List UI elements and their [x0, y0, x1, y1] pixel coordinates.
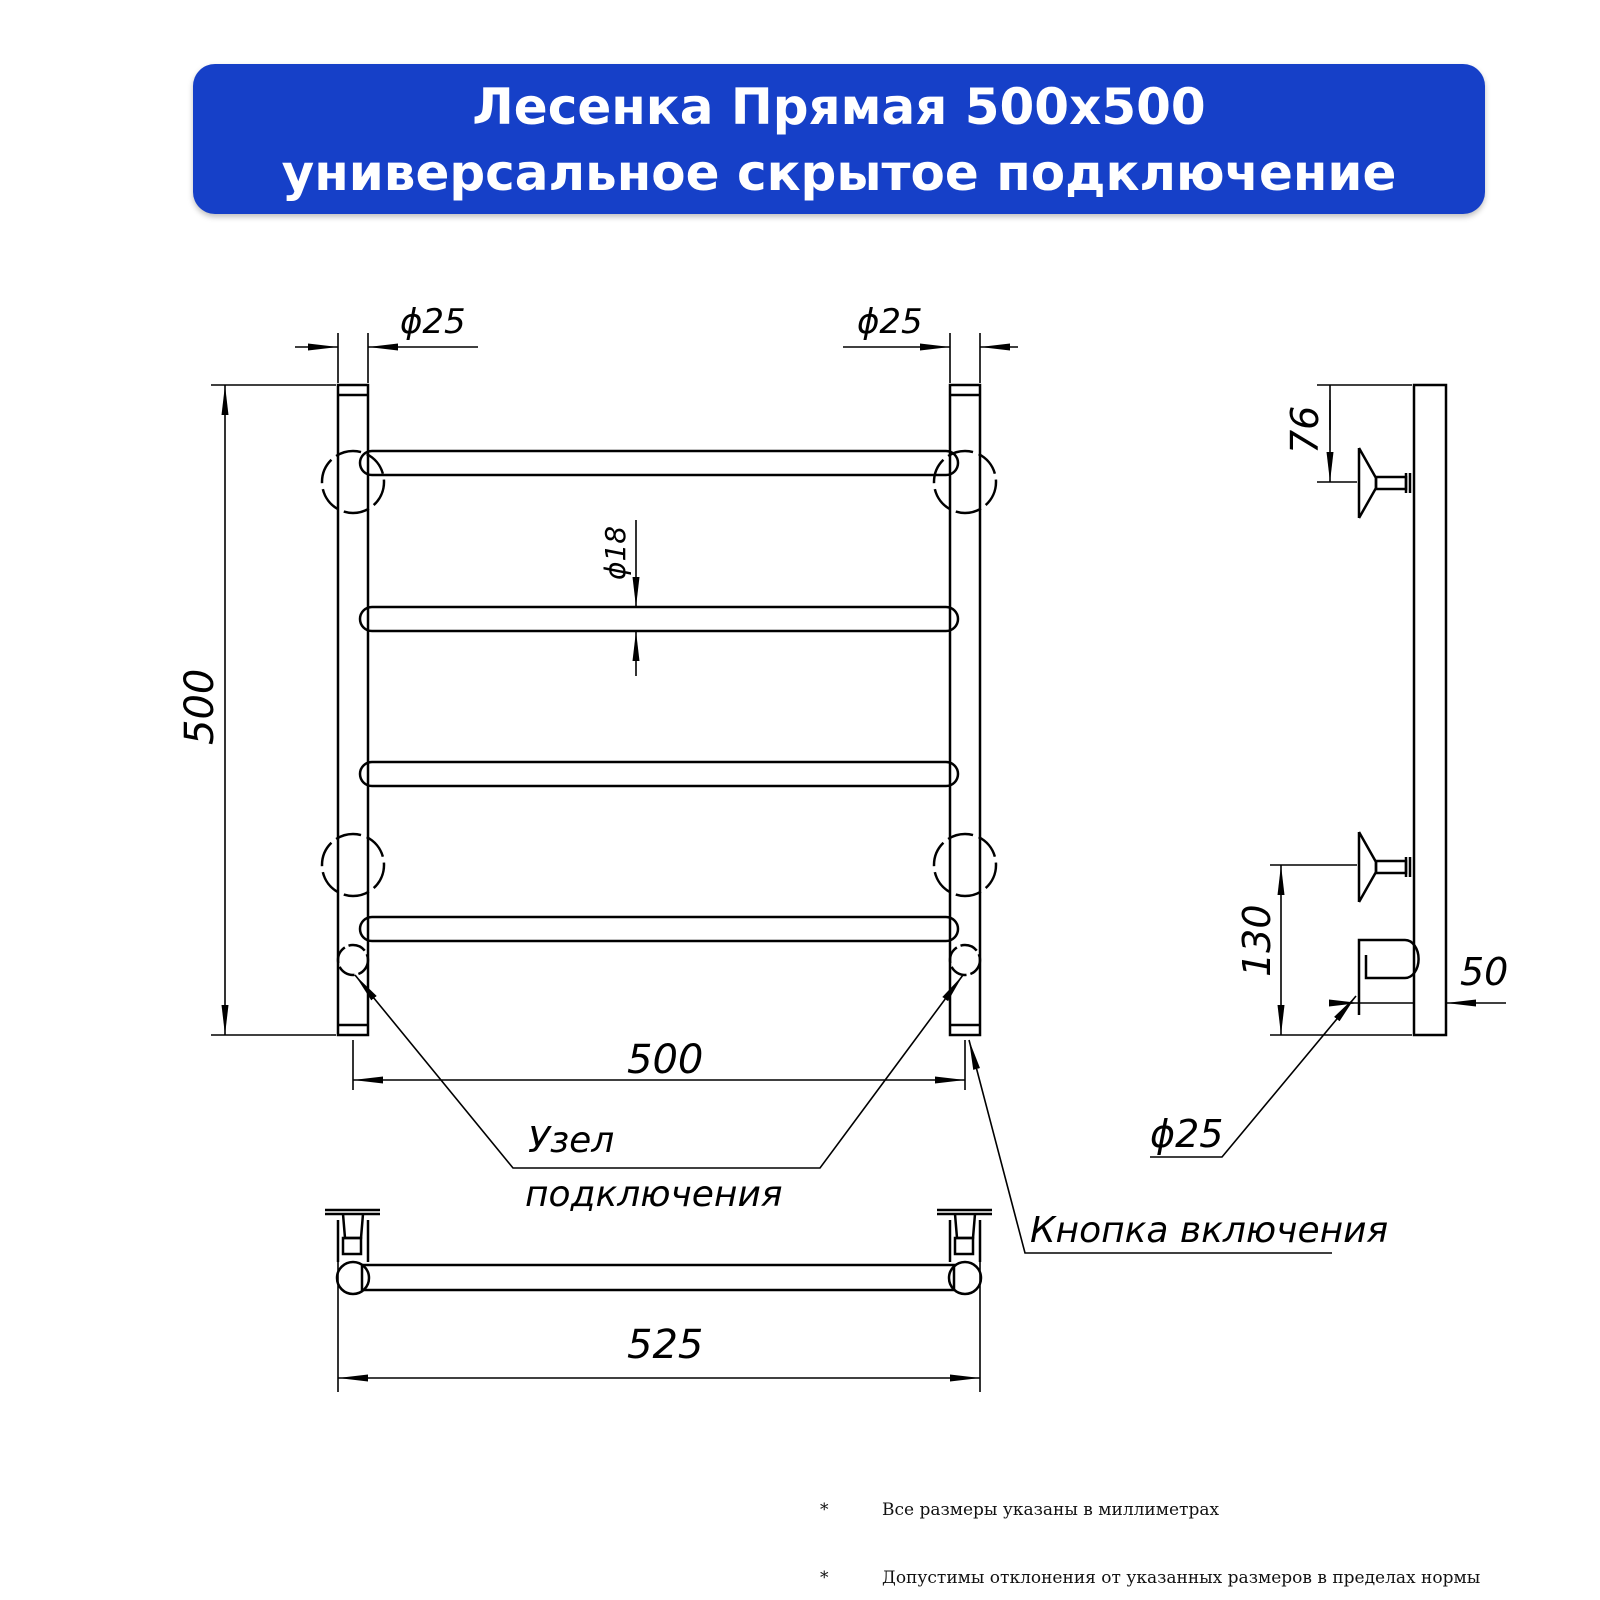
footnote-2-mark: *	[820, 1568, 829, 1588]
crossbar-1	[360, 451, 958, 475]
connection-node-left	[338, 945, 368, 975]
dim-width: 500	[627, 1037, 704, 1083]
mount-circle-tr	[934, 451, 996, 513]
dim-side-bottom: 130	[1235, 904, 1279, 977]
top-view	[325, 1210, 992, 1294]
front-view	[322, 385, 996, 1035]
dim-height: 500	[177, 668, 223, 745]
side-bracket-lower	[1359, 832, 1376, 902]
side-pipe	[1414, 385, 1446, 1035]
footnote-1-mark: *	[820, 1500, 829, 1520]
dim-side-top: 76	[1283, 405, 1327, 454]
side-view	[1359, 385, 1446, 1035]
mount-circle-bl	[322, 834, 384, 896]
callout-button: Кнопка включения	[1030, 1210, 1389, 1251]
dim-crossbar: ϕ18	[599, 525, 632, 580]
dim-pipe-right: ϕ25	[857, 302, 923, 342]
callout-node-line1: Узел	[528, 1120, 615, 1161]
mount-circle-tl	[322, 451, 384, 513]
crossbar-3	[360, 762, 958, 786]
dim-pipe-left: ϕ25	[400, 302, 466, 342]
title-line-2: универсальное скрытое подключение	[281, 144, 1397, 202]
top-view-pipe-left	[337, 1262, 369, 1294]
dim-side-offset: 50	[1460, 950, 1509, 994]
crossbar-2	[360, 607, 958, 631]
footnote-1-text: Все размеры указаны в миллиметрах	[882, 1500, 1220, 1520]
callout-node-line2: подключения	[525, 1174, 783, 1215]
crossbar-4	[360, 917, 958, 941]
mount-circle-br	[934, 834, 996, 896]
side-bracket-upper	[1359, 448, 1376, 518]
title-line-1: Лесенка Прямая 500х500	[472, 78, 1206, 136]
connection-node-right	[950, 945, 980, 975]
footnote-2-text: Допустимы отклонения от указанных размеров в пределах нормы	[882, 1568, 1481, 1588]
dim-depth-width: 525	[627, 1322, 704, 1368]
dim-side-pipe: ϕ25	[1150, 1112, 1224, 1156]
